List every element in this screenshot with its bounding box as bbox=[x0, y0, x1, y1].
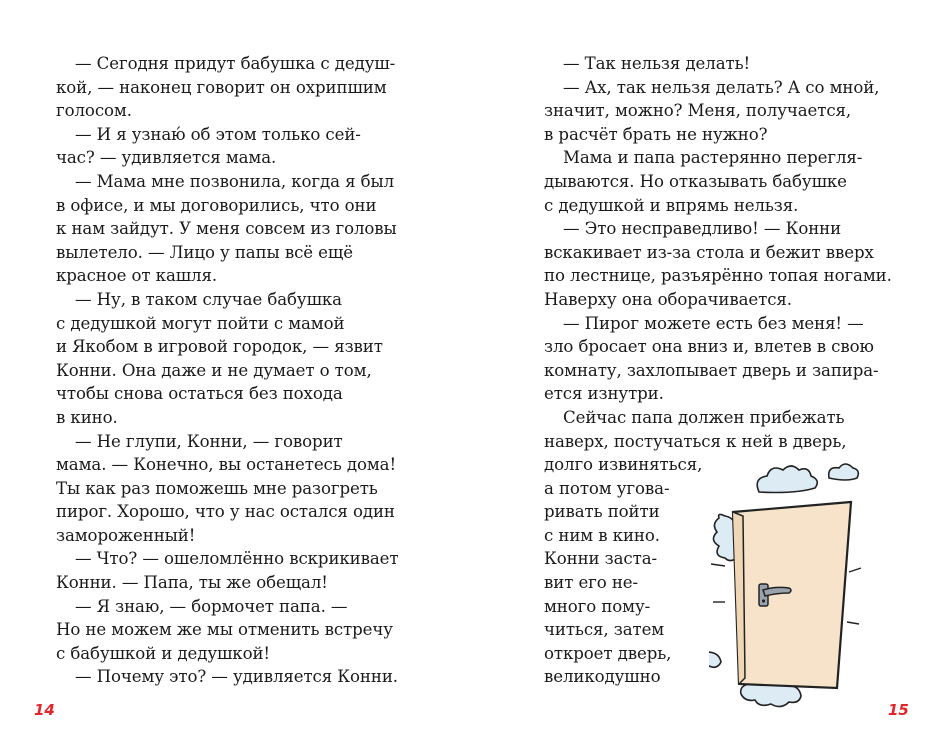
text-line: в офисе, и мы договорились, что они bbox=[56, 195, 377, 215]
text-line: вит его не- bbox=[544, 573, 639, 593]
text-line: откроет дверь, bbox=[544, 643, 672, 663]
text-line: кой, — наконец говорит он охрипшим bbox=[56, 77, 387, 97]
text-line: с дедушкой и впрямь нельзя. bbox=[544, 195, 799, 215]
text-line: а потом угова- bbox=[544, 478, 670, 498]
text-line: ется изнутри. bbox=[544, 384, 664, 404]
text-line: с дедушкой могут пойти с мамой bbox=[56, 313, 345, 333]
text-line: — Я знаю, — бормочет папа. — bbox=[75, 596, 348, 616]
text-line: Мама и папа растерянно перегля- bbox=[563, 148, 863, 168]
text-line: и Якобом в игровой городок, — язвит bbox=[56, 337, 383, 357]
text-line: Наверху она оборачивается. bbox=[544, 289, 792, 309]
text-line: замороженный! bbox=[56, 525, 196, 545]
left-page-text bbox=[56, 52, 401, 689]
text-line: Ты как раз поможешь мне разогреть bbox=[56, 478, 378, 498]
text-line: в расчёт брать не нужно? bbox=[544, 124, 768, 144]
text-line: вскакивает из-за стола и бежит вверх bbox=[544, 242, 874, 262]
text-line: — Ах, так нельзя делать? А со мной, bbox=[563, 77, 880, 97]
text-line: Конни. Она даже и не думает о том, bbox=[56, 360, 372, 380]
text-line: — Почему это? — удивляется Конни. bbox=[75, 667, 398, 687]
text-line: к нам зайдут. У меня совсем из головы bbox=[56, 219, 397, 239]
text-line: много пому- bbox=[544, 596, 651, 616]
text-line: Но не можем же мы отменить встречу bbox=[56, 620, 393, 640]
text-line: зло бросает она вниз и, влетев в свою bbox=[544, 337, 874, 357]
text-line: значит, можно? Меня, получается, bbox=[544, 101, 852, 121]
text-line: великодушно bbox=[544, 667, 661, 687]
text-line: — Это несправедливо! — Конни bbox=[563, 219, 842, 239]
text-line: — Что? — ошеломлённо вскрикивает bbox=[75, 549, 399, 569]
text-line: наверх, постучаться к ней в дверь, bbox=[544, 431, 847, 451]
text-line: — Так нельзя делать! bbox=[563, 54, 751, 73]
right-page bbox=[468, 0, 937, 750]
page-number-left: 14 bbox=[34, 701, 55, 719]
text-line: в кино. bbox=[56, 407, 118, 427]
text-line: долго извиняться, bbox=[544, 455, 703, 475]
text-line: — И я узнаю́ об этом только сей- bbox=[75, 124, 361, 144]
text-line: с ним в кино. bbox=[544, 525, 660, 545]
text-line: по лестнице, разъярённо топая ногами. bbox=[544, 266, 892, 286]
text-line: вылетело. — Лицо у папы всё ещё bbox=[56, 242, 353, 262]
left-page bbox=[0, 0, 468, 750]
text-line: — Не глупи, Конни, — говорит bbox=[75, 431, 343, 451]
text-line: читься, затем bbox=[544, 620, 665, 640]
text-line: пирог. Хорошо, что у нас остался один bbox=[56, 502, 395, 522]
text-line: Конни заста- bbox=[544, 549, 658, 569]
text-line: чтобы снова остаться без похода bbox=[56, 384, 343, 404]
text-line: голосом. bbox=[56, 101, 132, 121]
text-line: мама. — Конечно, вы останетесь дома! bbox=[56, 455, 397, 475]
text-line: — Ну, в таком случае бабушка bbox=[75, 289, 342, 309]
page-number-right: 15 bbox=[888, 701, 909, 719]
text-line: комнату, захлопывает дверь и запира- bbox=[544, 360, 879, 380]
text-line: ривать пойти bbox=[544, 502, 660, 522]
text-line: — Мама мне позвонила, когда я был bbox=[75, 171, 395, 191]
text-line: Конни. — Папа, ты же обещал! bbox=[56, 573, 328, 593]
text-line: красное от кашля. bbox=[56, 266, 218, 286]
text-line: с бабушкой и дедушкой! bbox=[56, 643, 270, 663]
text-line: Сейчас папа должен прибежать bbox=[563, 407, 845, 427]
text-line: — Сегодня придут бабушка с дедуш- bbox=[75, 54, 396, 73]
slammed-door-illustration bbox=[709, 452, 864, 712]
text-line: — Пирог можете есть без меня! — bbox=[563, 313, 864, 333]
text-line: час? — удивляется мама. bbox=[56, 148, 277, 168]
text-line: дываются. Но отказывать бабушке bbox=[544, 171, 847, 191]
